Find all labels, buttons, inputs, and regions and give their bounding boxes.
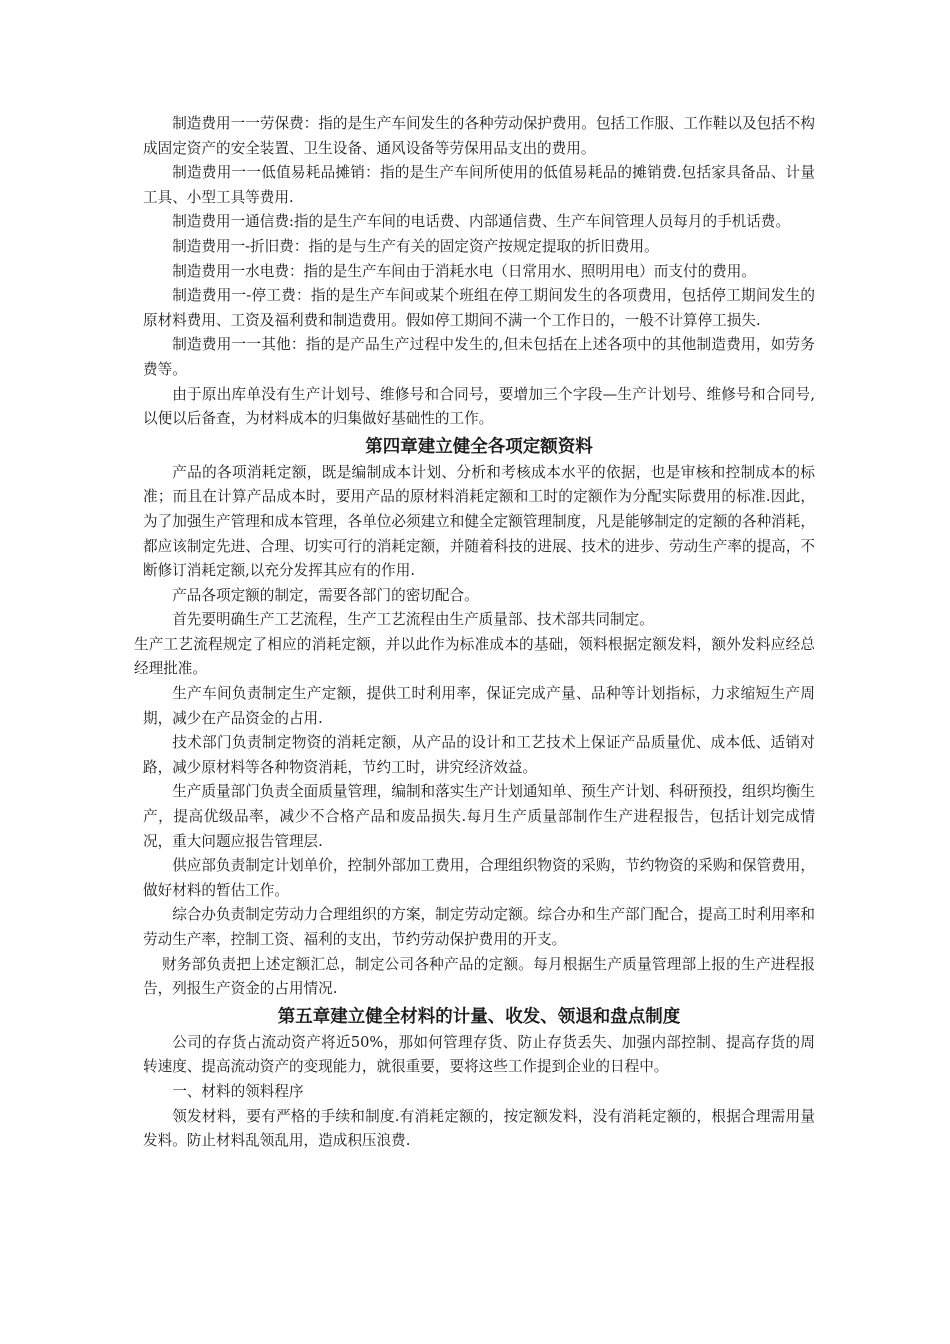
- chapter-5-paragraph: 公司的存货占流动资产将近50%，那如何管理存货、防止存货丢失、加强内部控制、提高存货的周转速度、提高流动资产的变现能力，就很重要，要将这些工作提到企业的日程中。: [143, 1033, 815, 1076]
- document-page: [134, 112, 815, 1154]
- paragraph-utilities: 制造费用一水电费：指的是生产车间由于消耗水电（日常用水、照明用电）而支付的费用。: [172, 262, 756, 280]
- section-heading: 一、材料的领料程序: [172, 1082, 304, 1100]
- paragraph-outbound-fields: 由于原出库单没有生产计划号、维修号和合同号，要增加三个字段—生产计划号、维修号和合同号,以便以后备查，为材料成本的归集做好基础性的工作。: [143, 385, 815, 428]
- chapter-4-paragraph: 财务部负责把上述定额汇总，制定公司各种产品的定额。每月根据生产质量管理部上报的生产进程报告，列报生产资金的占用情况.: [143, 955, 815, 998]
- chapter-5-paragraph: 领发材料，要有严格的手续和制度.有消耗定额的，按定额发料，没有消耗定额的，根据合理需用量发料。防止材料乱领乱用，造成积压浪费.: [143, 1107, 815, 1150]
- chapter-4-paragraph: 综合办负责制定劳动力合理组织的方案，制定劳动定额。综合办和生产部门配合，提高工时利用率和劳动生产率，控制工资、福利的支出，节约劳动保护费用的开支。: [143, 906, 815, 948]
- paragraph-low-value-consumables: 制造费用一一低值易耗品摊销：指的是生产车间所使用的低值易耗品的摊销费.包括家具备品、计量工具、小型工具等费用.: [143, 164, 815, 206]
- chapter-5-heading: 第五章建立健全材料的计量、收发、领退和盘点制度: [277, 1006, 681, 1027]
- chapter-4-paragraph: 产品的各项消耗定额，既是编制成本计划、分析和考核成本水平的依据，也是审核和控制成本的标准；而且在计算产品成本时，要用产品的原材料消耗定额和工时的定额作为分配实际费用的标准.因此，为了加强生产管理和成本管理，各单位必须建立和健全定额管理制度，凡是能够制定的定额的各种消耗，都应该制定先进、合理、切实可行的消耗定额，并随着科技的进展、技术的进步、劳动生产率的提高，不断修订消耗定额,以充分发挥其应有的作用.: [143, 463, 815, 580]
- paragraph-downtime: 制造费用一-停工费：指的是生产车间或某个班组在停工期间发生的各项费用，包括停工期间发生的原材料费用、工资及福利费和制造费用。假如停工期间不满一个工作日的，一般不计算停工损失.: [143, 287, 815, 329]
- paragraph-other: 制造费用一一其他：指的是产品生产过程中发生的,但未包括在上述各项中的其他制造费用，如劳务费等。: [143, 336, 815, 378]
- chapter-4-paragraph: 生产车间负责制定生产定额，提供工时利用率，保证完成产量、品种等计划指标，力求缩短生产周期，减少在产品资金的占用.: [143, 685, 815, 727]
- paragraph-depreciation: 制造费用一-折旧费：指的是与生产有关的固定资产按规定提取的折旧费用。: [172, 237, 659, 255]
- chapter-4-heading: 第四章建立健全各项定额资料: [365, 436, 593, 457]
- chapter-4-paragraph: 技术部门负责制定物资的消耗定额，从产品的设计和工艺技术上保证产品质量优、成本低、适销对路，减少原材料等各种物资消耗，节约工时，讲究经济效益。: [143, 734, 815, 776]
- chapter-4-paragraph: 产品各项定额的制定，需要各部门的密切配合。: [172, 586, 479, 604]
- chapter-4-paragraph: 供应部负责制定计划单价，控制外部加工费用，合理组织物资的采购，节约物资的采购和保管费用，做好材料的暂估工作。: [143, 857, 815, 899]
- chapter-4-paragraph: 生产工艺流程规定了相应的消耗定额，并以此作为标准成本的基础，领料根据定额发料，额外发料应经总经理批准。: [134, 635, 815, 678]
- chapter-4-paragraph: 首先要明确生产工艺流程，生产工艺流程由生产质量部、技术部共同制定。: [172, 611, 654, 629]
- chapter-4-paragraph: 生产质量部门负责全面质量管理，编制和落实生产计划通知单、预生产计划、科研预投，组织均衡生产，提高优级品率，减少不合格产品和废品损失.每月生产质量部制作生产进程报告，包括计划完成情况，重大问题应报告管理层.: [143, 783, 815, 850]
- paragraph-communication: 制造费用一通信费:指的是生产车间的电话费、内部通信费、生产车间管理人员每月的手机话费。: [172, 213, 791, 231]
- paragraph-labor-protection: 制造费用一一劳保费：指的是生产车间发生的各种劳动保护费用。包括工作服、工作鞋以及包括不构成固定资产的安全装置、卫生设备、通风设备等劳保用品支出的费用。: [143, 115, 815, 157]
